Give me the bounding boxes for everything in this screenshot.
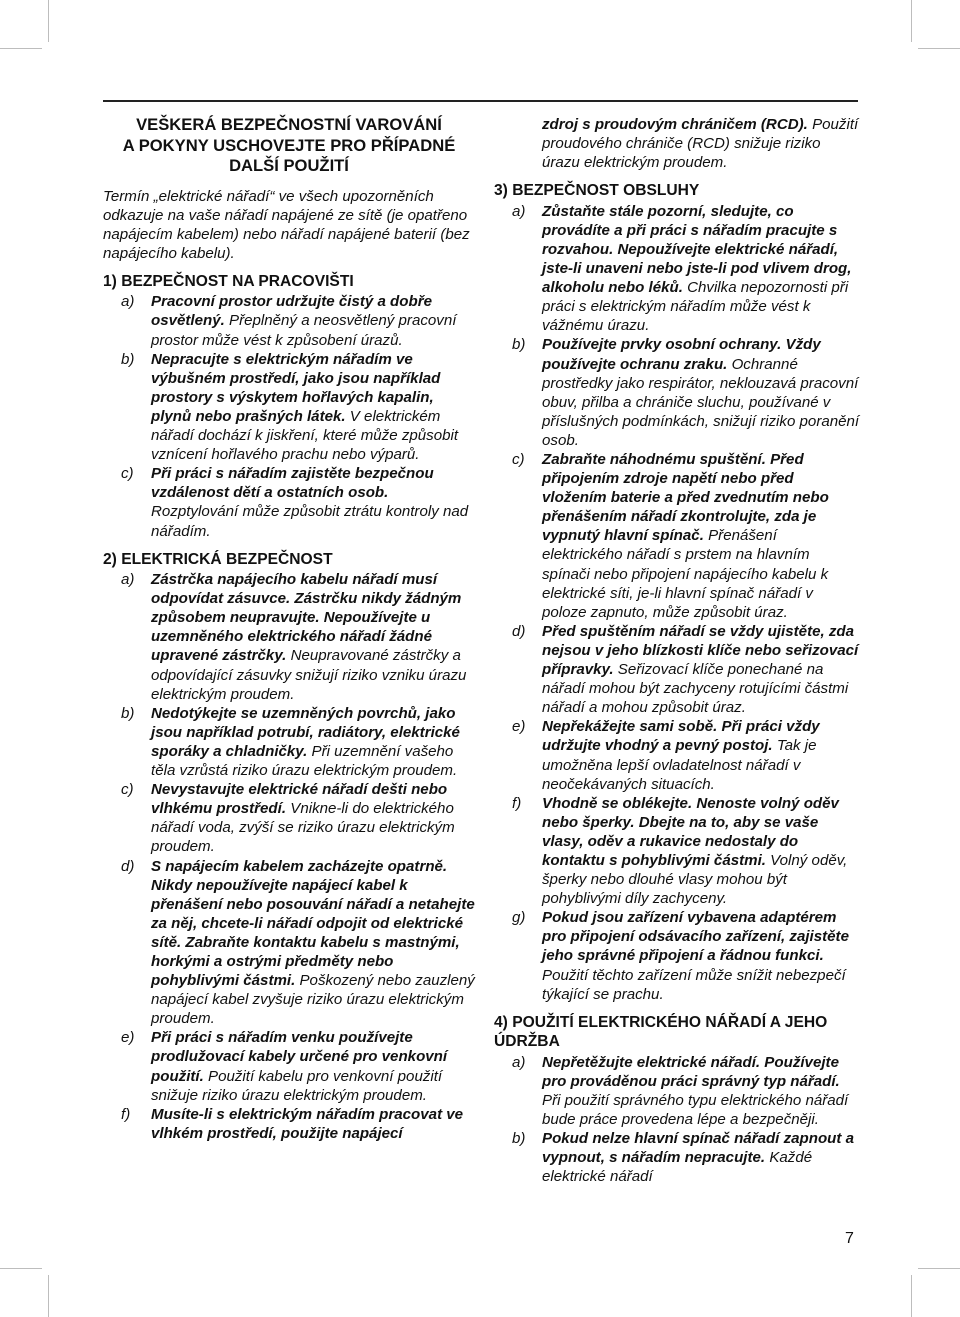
list-item	[494, 335, 860, 450]
crop-mark	[918, 48, 960, 49]
item-text: Seřizovací klíče ponechané na nářadí mohou být zachyceny rotujícími částmi nářadí a mohou způsobit úraz.	[542, 661, 849, 717]
item-text: Přenášení elektrického nářadí s prstem na hlavním spínači nebo připojení napájecího kabelu k elektrické síti, je-li hlavní spínač nářadí v poloze zapnuto, může způsobit úraz.	[542, 527, 829, 621]
list-item	[494, 622, 860, 717]
list-item	[494, 794, 860, 909]
item-text: Vnikne-li do elektrického nářadí voda, zvýší se riziko úrazu elektrickým proudem.	[151, 800, 455, 856]
item-lead: Pokud nelze hlavní spínač nářadí zapnout a vypnout, s nářadím nepracujte.	[542, 1130, 855, 1167]
list-item	[103, 292, 475, 349]
item-text: Neupravované zástrčky a odpovídající zásuvky snižují riziko vzniku úrazu elektrickým proudem.	[151, 647, 467, 703]
crop-mark	[918, 1268, 960, 1269]
list-item	[103, 464, 475, 540]
section-heading-tool-use: 4) POUŽITÍ ELEKTRICKÉHO NÁŘADÍ A JEHO ÚDRŽBA	[494, 1013, 828, 1051]
item-lead: Pracovní prostor udržujte čistý a dobře osvětlený.	[151, 293, 432, 330]
item-letter: f)	[121, 1105, 131, 1123]
item-text: Poškozený nebo zauzlený napájecí kabel zvyšuje riziko úrazu elektrickým proudem.	[151, 972, 475, 1028]
list-item	[103, 857, 475, 1029]
item-letter: e)	[512, 718, 526, 736]
item-text: Volný oděv, šperky nebo dlouhé vlasy mohou být pohyblivými díly zachyceny.	[542, 851, 848, 908]
page-number: 7	[845, 1230, 854, 1247]
item-lead: Nepřetěžujte elektrické nářadí. Používejte pro prováděnou práci správný typ nářadí.	[542, 1053, 840, 1090]
list-item	[494, 450, 860, 622]
warning-title-line: VEŠKERÁ BEZPEČNOSTNÍ VAROVÁNÍ	[136, 115, 442, 134]
item-lead: Před spuštěním nářadí se vždy ujistěte, zda nejsou v jeho blízkosti klíče nebo seřizovací přípravky.	[542, 622, 859, 679]
item-text: Chvilka nepozornosti při práci s elektrickým nářadím může vést k vážnému úrazu.	[542, 279, 849, 335]
section-heading-operator: 3) BEZPEČNOST OBSLUHY	[494, 182, 700, 200]
item-lead: Při práci s nářadím zajistěte bezpečnou vzdálenost dětí a ostatních osob.	[151, 465, 434, 502]
item-text: Při použití správného typu elektrického nářadí bude práce provedena lépe a bezpečněji.	[542, 1091, 849, 1128]
list-item	[103, 570, 475, 704]
warning-title-line: A POKYNY USCHOVEJTE PRO PŘÍPADNÉ	[122, 135, 456, 155]
item-lead: S napájecím kabelem zacházejte opatrně. Nikdy nepoužívejte napájecí kabel k přenášení nebo posouvání nářadí a netahejte za něj, chcete-li nářadí odpojit od elektrické sítě. Zabraňte kontaktu kabelu s mastnými, horkými a ostrými předměty nebo pohyblivými částmi.	[151, 857, 475, 990]
crop-mark	[48, 1275, 49, 1317]
item-letter: d)	[512, 622, 526, 640]
list-item	[494, 908, 860, 1003]
warning-title-line: DALŠÍ POUŽITÍ	[229, 156, 349, 175]
item-letter: d)	[121, 857, 135, 875]
list-item	[103, 1105, 475, 1143]
list-item	[103, 1028, 475, 1104]
item-letter: g)	[512, 909, 526, 927]
item-lead: Nepracujte s elektrickým nářadím ve výbušném prostředí, jako jsou například prostory s výskytem hořlavých kapalin, plynů nebo prašných látek.	[151, 350, 441, 425]
section-heading-workplace: 1) BEZPEČNOST NA PRACOVIŠTI	[103, 272, 354, 290]
item-letter: f)	[512, 794, 522, 812]
item-text: Použití kabelu pro venkovní použití snižuje riziko úrazu elektrickým proudem.	[151, 1067, 443, 1104]
item-lead: Při práci s nářadím venku používejte prodlužovací kabely určené pro venkovní použití.	[151, 1029, 448, 1085]
left-column	[103, 115, 475, 1143]
list-item	[103, 704, 475, 780]
item-text: Použití proudového chrániče (RCD) snižuje riziko úrazu elektrickým proudem.	[542, 116, 859, 172]
item-lead: Zabraňte náhodnému spuštění. Před připojením zdroje napětí nebo před vložením baterie a před zvednutím nebo přenášením nářadí zkontrolujte, zda je vypnutý hlavní spínač.	[542, 451, 829, 545]
item-lead: Zůstaňte stále pozorní, sledujte, co provádíte a při práci s nářadím pracujte s rozvahou. Nepoužívejte elektrické nářadí, jste-li unaveni nebo jste-li pod vlivem drog, alkoholu nebo léků.	[542, 202, 852, 297]
list-item	[494, 1129, 860, 1186]
warning-title	[103, 115, 475, 177]
item-letter: c)	[121, 465, 134, 483]
item-lead: Nevystavujte elektrické nářadí dešti nebo vlhkému prostředí.	[151, 781, 448, 818]
item-lead: Nepřekážejte sami sobě. Při práci vždy udržujte vhodný a pevný postoj.	[542, 718, 820, 755]
item-text: Rozptylování může způsobit ztrátu kontroly nad nářadím.	[151, 503, 469, 540]
item-letter: a)	[121, 293, 135, 311]
item-letter: a)	[121, 571, 135, 589]
item-text: Ochranné prostředky jako respirátor, neklouzavá pracovní obuv, přilba a chrániče sluchu, používané v příslušných podmínkách, snižují riziko poranění osob.	[542, 355, 860, 449]
crop-mark	[0, 1268, 42, 1269]
item-lead: Používejte prvky osobní ochrany. Vždy používejte ochranu zraku.	[542, 336, 821, 373]
item-lead: Musíte-li s elektrickým nářadím pracovat ve vlhkém prostředí, použijte napájecí	[151, 1105, 464, 1142]
item-lead: Zástrčka napájecího kabelu nářadí musí odpovídat zásuvce. Zástrčku nikdy žádným způsobem neupravujte. Nepoužívejte u uzemněného elektrického nářadí žádné upravené zástrčky.	[151, 571, 462, 665]
item-text: Tak je umožněna lepší ovladatelnost nářadí v neočekávaných situacích.	[542, 737, 817, 793]
item-letter: a)	[512, 202, 526, 220]
item-letter: a)	[512, 1053, 526, 1071]
item-lead: Pokud jsou zařízení vybavena adaptérem pro připojení odsávacího zařízení, zajistěte jeho správné připojení a řádnou funkci.	[542, 909, 849, 965]
item-lead: Vhodně se oblékejte. Nenoste volný oděv nebo šperky. Dbejte na to, aby se vaše vlasy, oděv a rukavice nedostaly do kontaktu s pohyblivými částmi.	[542, 794, 839, 869]
item-letter: b)	[512, 1130, 526, 1148]
continued-paragraph	[542, 115, 860, 172]
header-rule	[103, 100, 858, 102]
item-letter: e)	[121, 1029, 135, 1047]
crop-mark	[48, 0, 49, 42]
crop-mark	[911, 1275, 912, 1317]
crop-mark	[0, 48, 42, 49]
intro-paragraph: Termín „elektrické nářadí“ ve všech upozorněních odkazuje na vaše nářadí napájené ze sítě (je opatřeno napájecím kabelem) nebo nářadí napájené baterií (bez napájecího kabelu).	[103, 187, 470, 262]
item-text: Přeplněný a neosvětlený pracovní prostor může vést k způsobení úrazů.	[151, 312, 457, 349]
list-item	[494, 1053, 860, 1129]
item-text: Použití těchto zařízení může snížit nebezpečí týkající se prachu.	[542, 966, 846, 1003]
section-heading-electrical: 2) ELEKTRICKÁ BEZPEČNOST	[103, 550, 333, 568]
item-text: Každé elektrické nářadí	[542, 1149, 813, 1186]
crop-mark	[911, 0, 912, 42]
list-item	[494, 202, 860, 336]
item-text: V elektrickém nářadí dochází k jiskření, které může způsobit vznícení hořlavého prachu nebo výparů.	[151, 407, 459, 464]
list-item	[494, 717, 860, 793]
right-column	[494, 115, 860, 1186]
item-letter: b)	[512, 336, 526, 354]
list-item	[103, 350, 475, 465]
item-letter: c)	[512, 451, 525, 468]
list-item	[103, 780, 475, 856]
item-lead: zdroj s proudovým chráničem (RCD).	[542, 116, 808, 133]
item-lead: Nedotýkejte se uzemněných povrchů, jako jsou například potrubí, radiátory, elektrické sporáky a chladničky.	[151, 704, 460, 760]
item-letter: b)	[121, 704, 135, 722]
item-text: Při uzemnění vašeho těla vzrůstá riziko úrazu elektrickým proudem.	[151, 742, 458, 780]
item-letter: b)	[121, 350, 135, 368]
item-letter: c)	[121, 781, 134, 799]
